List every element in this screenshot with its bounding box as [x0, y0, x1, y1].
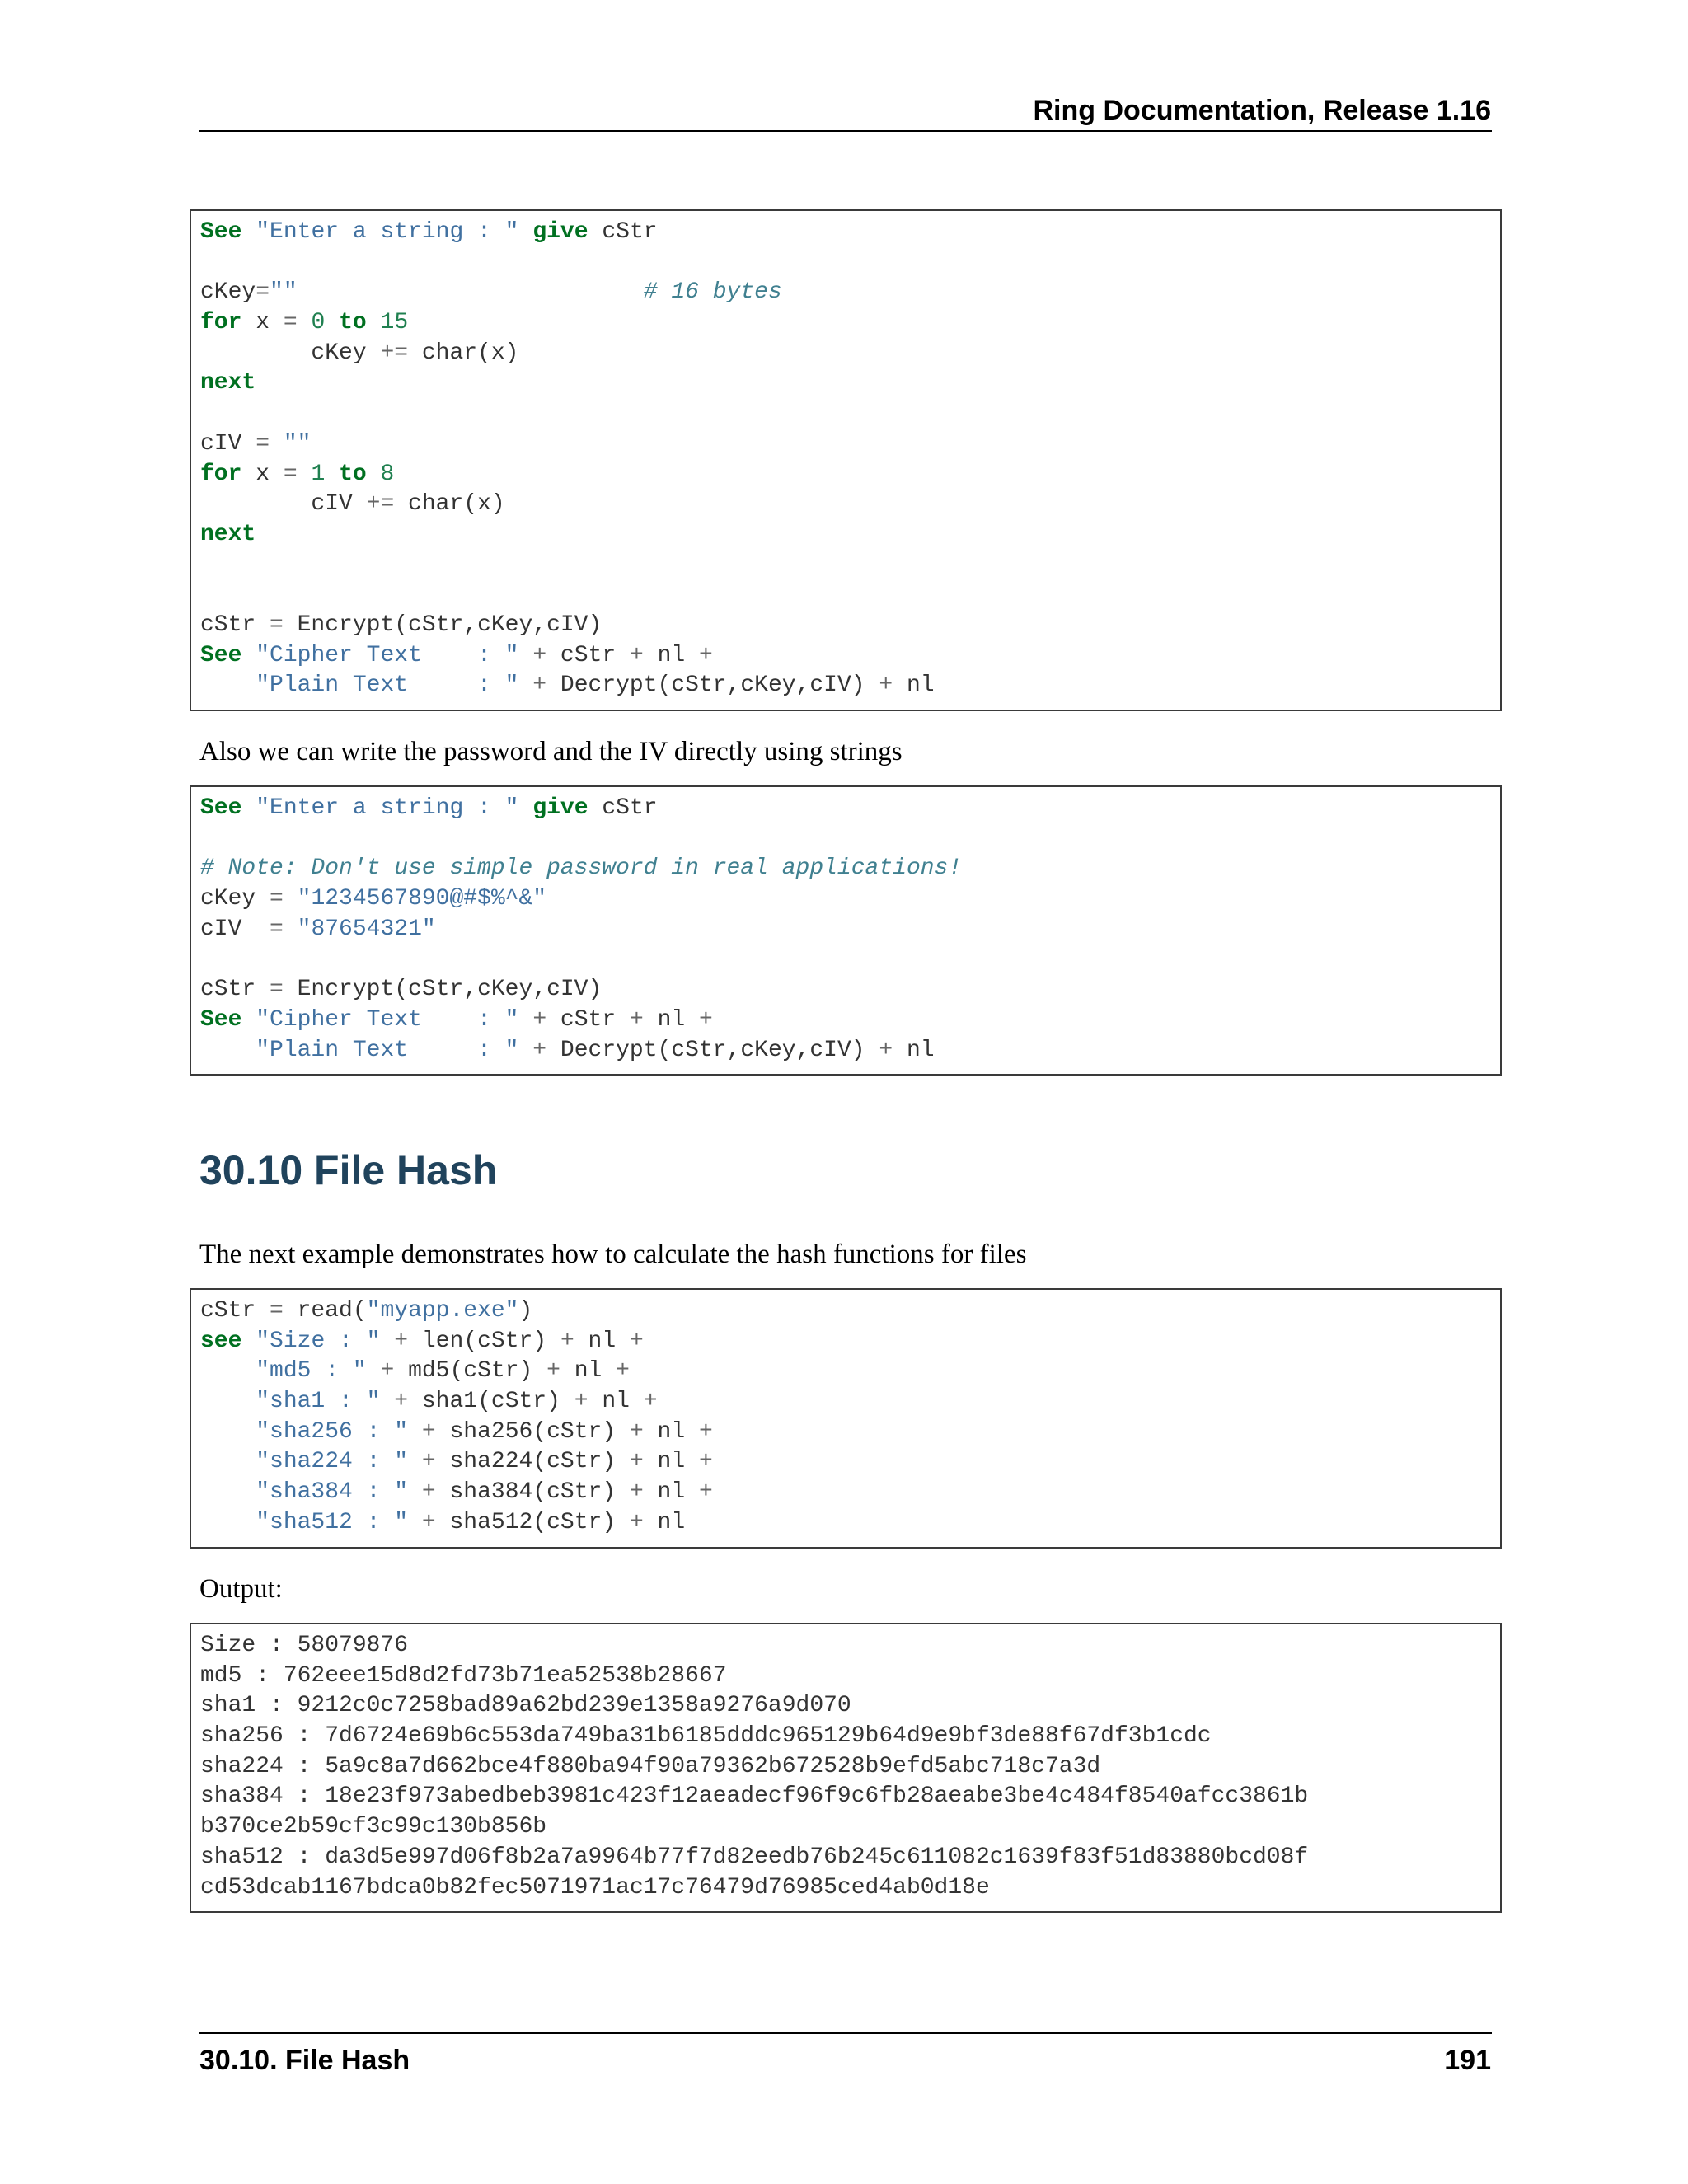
- code-token: +=: [380, 340, 409, 366]
- code-token: +: [629, 1479, 644, 1506]
- code-token: +: [421, 1479, 436, 1506]
- paragraph: Output:: [199, 1574, 283, 1604]
- paragraph: The next example demonstrates how to calculate the hash functions for files: [199, 1240, 1027, 1269]
- code-token: sha224(cStr): [435, 1449, 630, 1475]
- code-token: see: [200, 1328, 242, 1354]
- code-token: read(: [283, 1298, 367, 1324]
- code-token: [200, 1449, 256, 1474]
- code-token: sha1 : 9212c0c7258bad89a62bd239e1358a9276a9d070: [200, 1693, 851, 1719]
- code-token: [200, 1419, 256, 1445]
- code-line: [200, 580, 1500, 611]
- code-token: sha256(cStr): [435, 1418, 630, 1445]
- code-token: cIV: [200, 916, 270, 942]
- code-token: "Enter a string : ": [256, 219, 519, 245]
- code-token: =: [270, 916, 284, 942]
- code-token: [408, 1419, 422, 1445]
- code-token: sha512 : da3d5e997d06f8b2a7a9964b77f7d82eedb76b245c611082c1639f83f51d83880bcd08f: [200, 1844, 1309, 1870]
- code-token: [284, 916, 298, 942]
- code-line: [200, 248, 1500, 279]
- code-token: +: [394, 1389, 409, 1415]
- code-token: +: [629, 642, 644, 668]
- code-token: +: [532, 642, 547, 668]
- code-token: cStr: [200, 612, 270, 638]
- code-token: +: [394, 1328, 409, 1354]
- code-line: [200, 1387, 1500, 1418]
- code-token: +: [546, 1358, 560, 1385]
- code-token: +: [421, 1418, 436, 1445]
- code-block: [190, 1288, 1502, 1549]
- code-token: +: [629, 1328, 644, 1354]
- code-token: [298, 279, 644, 305]
- code-token: [408, 1510, 422, 1535]
- code-line: [200, 1752, 1500, 1783]
- code-token: [518, 673, 532, 698]
- code-token: [518, 1038, 532, 1063]
- code-token: Size : 58079876: [200, 1633, 409, 1658]
- code-token: [200, 1510, 256, 1535]
- code-token: "87654321": [297, 916, 436, 942]
- code-token: +: [698, 1006, 713, 1033]
- code-line: [200, 551, 1500, 581]
- code-token: cStr: [588, 795, 658, 821]
- code-token: [519, 219, 533, 245]
- code-token: [200, 1038, 256, 1063]
- code-token: "sha224 : ": [256, 1449, 409, 1475]
- code-token: [200, 673, 256, 698]
- code-token: +: [698, 642, 713, 668]
- code-token: cd53dcab1167bdca0b82fec5071971ac17c76479d76985ced4ab0d18e: [200, 1874, 990, 1900]
- code-token: =: [256, 279, 270, 306]
- code-line: [200, 824, 1500, 855]
- code-token: +: [574, 1389, 588, 1415]
- code-token: +: [421, 1449, 436, 1475]
- code-token: md5(cStr): [394, 1358, 547, 1385]
- code-token: +: [629, 1449, 644, 1475]
- code-token: [367, 1358, 381, 1384]
- code-token: nl: [643, 1006, 699, 1033]
- code-block: [190, 209, 1502, 711]
- code-token: +: [532, 1006, 547, 1033]
- footer-rule: [199, 2032, 1492, 2034]
- code-token: "Size : ": [256, 1328, 381, 1354]
- code-token: [408, 1479, 422, 1505]
- code-block: [190, 785, 1502, 1076]
- code-token: 0: [311, 310, 326, 336]
- code-token: +: [532, 1037, 547, 1063]
- code-token: nl: [643, 642, 699, 668]
- code-token: [380, 1389, 394, 1414]
- code-token: "Cipher Text : ": [256, 1006, 519, 1033]
- code-token: give: [532, 219, 588, 245]
- code-token: [519, 1007, 533, 1033]
- code-token: [284, 886, 298, 912]
- code-token: # 16 bytes: [643, 279, 782, 306]
- header-rule: [199, 130, 1492, 132]
- code-token: x: [241, 310, 284, 336]
- code-line: [200, 1843, 1500, 1873]
- code-token: +: [879, 1037, 893, 1063]
- code-line: [200, 429, 1500, 460]
- code-token: "md5 : ": [256, 1358, 367, 1385]
- code-token: =: [256, 430, 270, 457]
- code-token: nl: [643, 1509, 686, 1535]
- code-token: cIV: [200, 491, 367, 518]
- footer-section: 30.10. File Hash: [199, 2045, 410, 2076]
- code-line: [200, 1873, 1500, 1904]
- code-token: nl: [643, 1418, 699, 1445]
- code-token: to: [339, 310, 367, 336]
- code-token: [519, 643, 533, 668]
- code-token: next: [200, 370, 256, 396]
- code-token: "sha256 : ": [256, 1418, 409, 1445]
- code-token: [325, 462, 339, 487]
- code-token: "1234567890@#$%^&": [297, 886, 547, 912]
- output-block: [190, 1623, 1502, 1913]
- code-token: b370ce2b59cf3c99c130b856b: [200, 1814, 547, 1840]
- code-line: [200, 1357, 1500, 1387]
- code-token: "Cipher Text : ": [256, 642, 519, 668]
- code-line: [200, 1631, 1500, 1661]
- code-line: [200, 671, 1500, 701]
- code-token: Decrypt(cStr,cKey,cIV): [546, 673, 879, 699]
- code-line: [200, 1036, 1500, 1066]
- code-token: char(x): [408, 340, 519, 366]
- code-line: [200, 368, 1500, 399]
- code-token: "Enter a string : ": [256, 795, 519, 821]
- code-token: +: [698, 1418, 713, 1445]
- code-token: cStr: [546, 1006, 630, 1033]
- code-token: +: [879, 673, 893, 699]
- code-token: =: [270, 886, 284, 912]
- code-token: "Plain Text : ": [256, 1037, 519, 1063]
- code-token: [200, 1389, 256, 1414]
- code-line: [200, 1447, 1500, 1478]
- code-token: See: [200, 1006, 242, 1033]
- code-line: [200, 218, 1500, 248]
- code-token: Decrypt(cStr,cKey,cIV): [546, 1037, 879, 1063]
- code-line: [200, 1478, 1500, 1508]
- code-token: nl: [560, 1358, 617, 1385]
- code-token: 1: [311, 461, 326, 487]
- code-token: ): [518, 1298, 533, 1324]
- code-token: 15: [380, 310, 409, 336]
- code-token: cKey: [200, 886, 270, 912]
- code-token: [380, 1329, 394, 1354]
- code-line: [200, 854, 1500, 884]
- code-token: [298, 462, 312, 487]
- code-token: +: [629, 1006, 644, 1033]
- code-line: [200, 460, 1500, 490]
- code-token: "sha384 : ": [256, 1479, 409, 1506]
- code-token: nl: [574, 1328, 630, 1354]
- code-token: to: [339, 461, 367, 487]
- code-token: =: [283, 310, 298, 336]
- code-line: [200, 339, 1500, 369]
- code-token: 8: [380, 461, 395, 487]
- code-token: nl: [893, 1037, 935, 1063]
- code-line: [200, 1418, 1500, 1448]
- code-token: +=: [366, 491, 395, 518]
- code-token: md5 : 762eee15d8d2fd73b71ea52538b28667: [200, 1662, 727, 1689]
- code-token: [367, 310, 381, 335]
- code-token: sha384 : 18e23f973abedbeb3981c423f12aeadecf96f9c6fb28aeabe3be4c484f8540afcc3861b: [200, 1783, 1309, 1810]
- code-token: +: [616, 1358, 630, 1385]
- code-token: nl: [893, 673, 935, 699]
- code-line: [200, 1691, 1500, 1722]
- code-token: See: [200, 219, 242, 245]
- code-token: See: [200, 795, 242, 821]
- code-line: [200, 884, 1500, 915]
- code-token: +: [380, 1358, 395, 1385]
- code-token: +: [698, 1479, 713, 1506]
- code-token: cStr: [588, 219, 658, 245]
- section-number: 30.10: [199, 1147, 303, 1193]
- code-line: [200, 1812, 1500, 1843]
- code-token: sha512(cStr): [435, 1509, 630, 1535]
- code-line: [200, 944, 1500, 975]
- code-token: Encrypt(cStr,cKey,cIV): [283, 612, 603, 638]
- code-token: [519, 795, 533, 821]
- code-token: +: [560, 1328, 574, 1354]
- code-token: [241, 219, 256, 245]
- code-token: [325, 310, 339, 335]
- code-line: [200, 915, 1500, 945]
- code-token: # Note: Don't use simple password in real applications!: [200, 855, 963, 882]
- code-line: [200, 611, 1500, 641]
- code-line: [200, 1327, 1500, 1357]
- code-line: [200, 794, 1500, 824]
- code-token: nl: [643, 1479, 699, 1506]
- code-line: [200, 1296, 1500, 1327]
- page-number: 191: [1444, 2045, 1491, 2076]
- code-token: cStr: [200, 977, 270, 1003]
- code-line: [200, 399, 1500, 429]
- code-line: [200, 1508, 1500, 1539]
- code-line: [200, 520, 1500, 551]
- code-line: [200, 278, 1500, 308]
- code-line: [200, 1722, 1500, 1752]
- code-token: sha224 : 5a9c8a7d662bce4f880ba94f90a79362b672528b9efd5abc718c7a3d: [200, 1753, 1101, 1779]
- code-token: "": [270, 279, 298, 306]
- code-token: "sha1 : ": [256, 1389, 381, 1415]
- code-token: [200, 1479, 256, 1505]
- code-token: [367, 462, 381, 487]
- code-token: =: [283, 461, 298, 487]
- code-token: [408, 1449, 422, 1474]
- code-token: for: [200, 461, 242, 487]
- code-token: [270, 431, 284, 457]
- code-token: =: [270, 1298, 284, 1324]
- code-token: sha1(cStr): [408, 1389, 574, 1415]
- code-token: =: [270, 977, 284, 1003]
- code-token: nl: [588, 1389, 644, 1415]
- code-token: cStr: [546, 642, 630, 668]
- code-line: [200, 1005, 1500, 1036]
- code-token: +: [532, 673, 547, 699]
- code-line: [200, 490, 1500, 520]
- code-token: cKey: [200, 279, 256, 306]
- code-token: x: [241, 461, 284, 487]
- code-line: [200, 308, 1500, 339]
- code-token: len(cStr): [408, 1328, 560, 1354]
- code-token: +: [629, 1509, 644, 1535]
- code-token: [241, 1329, 256, 1354]
- code-token: sha256 : 7d6724e69b6c553da749ba31b6185dddc965129b64d9e9bf3de88f67df3b1cdc: [200, 1723, 1212, 1750]
- code-token: give: [532, 795, 588, 821]
- code-token: +: [698, 1449, 713, 1475]
- code-token: for: [200, 310, 242, 336]
- code-token: next: [200, 521, 256, 547]
- code-token: [241, 1007, 256, 1033]
- code-token: "Plain Text : ": [256, 673, 519, 699]
- code-token: nl: [643, 1449, 699, 1475]
- section-heading: [199, 1146, 497, 1195]
- code-token: [241, 643, 256, 668]
- code-token: +: [629, 1418, 644, 1445]
- code-line: [200, 1782, 1500, 1812]
- code-token: +: [643, 1389, 658, 1415]
- paragraph: Also we can write the password and the IV directly using strings: [199, 737, 903, 766]
- code-token: cStr: [200, 1298, 270, 1324]
- code-line: [200, 1661, 1500, 1692]
- code-token: char(x): [394, 491, 505, 518]
- code-line: [200, 641, 1500, 672]
- code-token: cIV: [200, 430, 256, 457]
- code-token: [241, 795, 256, 821]
- code-token: "sha512 : ": [256, 1509, 409, 1535]
- code-line: [200, 975, 1500, 1005]
- code-token: Encrypt(cStr,cKey,cIV): [283, 977, 603, 1003]
- code-token: "myapp.exe": [366, 1298, 519, 1324]
- code-token: =: [270, 612, 284, 638]
- code-token: [200, 1358, 256, 1384]
- code-token: See: [200, 642, 242, 668]
- section-title: File Hash: [314, 1147, 498, 1193]
- code-token: cKey: [200, 340, 381, 366]
- code-token: sha384(cStr): [435, 1479, 630, 1506]
- page-header-title: Ring Documentation, Release 1.16: [1033, 95, 1491, 126]
- code-token: [298, 310, 312, 335]
- code-token: "": [283, 430, 312, 457]
- code-token: +: [421, 1509, 436, 1535]
